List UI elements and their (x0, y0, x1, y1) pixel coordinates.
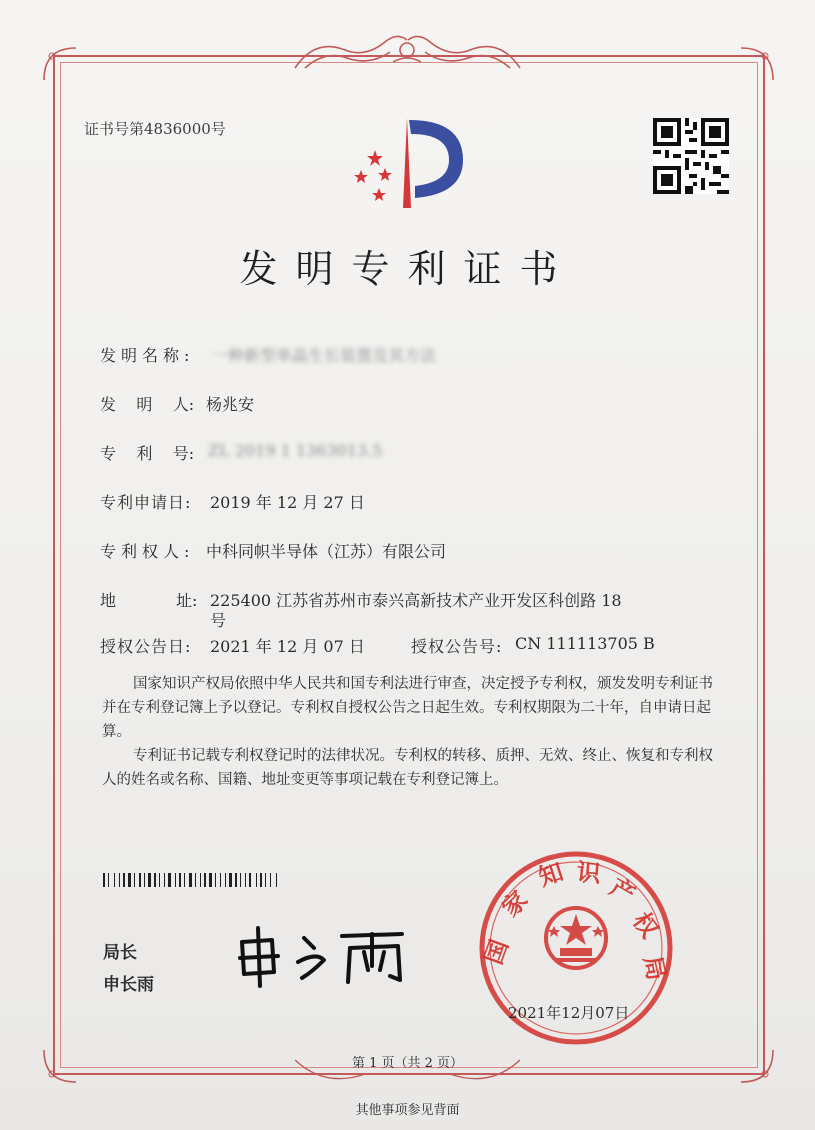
address-value-line2: 号 (210, 611, 227, 630)
top-ornament (285, 28, 530, 76)
barcode-bar (184, 873, 185, 887)
body-paragraph-2: 专利证书记载专利权登记时的法律状况。专利权的转移、质押、无效、终止、恢复和专利权人的姓名或名称、国籍、地址变更等事项记载在专利登记簿上。 (102, 748, 713, 788)
qr-code[interactable] (653, 118, 729, 194)
barcode-bar (245, 873, 246, 887)
barcode-bar (235, 873, 237, 887)
barcode-bar (179, 873, 181, 887)
barcode-bar (168, 873, 171, 887)
officer-name: 申长雨 (103, 975, 154, 995)
seal-char-1: 国 (479, 935, 514, 969)
barcode-bar (265, 873, 266, 887)
barcode-bar (159, 873, 160, 887)
barcode-bar (189, 873, 192, 887)
seal-char-2: 家 (496, 885, 534, 923)
barcode-bar (260, 873, 262, 887)
barcode-bar (276, 873, 277, 887)
barcode-bar (103, 873, 105, 887)
barcode-bar (114, 873, 115, 887)
barcode-bar (204, 873, 206, 887)
seal-char-3: 知 (535, 857, 567, 892)
inventor-label: 发 明 人: (100, 395, 195, 414)
body-paragraph-1: 国家知识产权局依照中华人民共和国专利法进行审查，决定授予专利权，颁发发明专利证书并在专利登记簿上予以登记。专利权自授权公告之日起生效。专利权期限为二十年，自申请日起算。 (102, 676, 713, 740)
barcode-bar (256, 873, 257, 887)
barcode-bar (154, 873, 156, 887)
seal-char-4: 识 (575, 858, 602, 889)
barcode-bar (119, 873, 120, 887)
grant-date-label: 授权公告日: (100, 637, 192, 656)
barcode-bar (215, 873, 216, 887)
grant-date-value: 2021 年 12 月 07 日 (210, 637, 365, 656)
barcode-bar (249, 873, 251, 887)
barcode-bar (128, 873, 131, 887)
barcode-bar (139, 873, 141, 887)
patent-number-value: ZL 2019 1 1363013.5 (208, 441, 383, 460)
grant-number-label: 授权公告号: (411, 637, 503, 656)
barcode-bar (148, 873, 151, 887)
inventor-value: 杨兆安 (206, 395, 255, 414)
barcode (103, 873, 371, 887)
barcode-bar (220, 873, 221, 887)
barcode-bar (240, 873, 241, 887)
barcode-bar (123, 873, 125, 887)
barcode-bar (225, 873, 226, 887)
certificate-number: 证书号第4836000号 (84, 120, 226, 138)
barcode-bar (200, 873, 201, 887)
seal-char-7: 局 (638, 953, 671, 983)
address-label: 地 (100, 591, 117, 610)
officer-title: 局长 (103, 943, 137, 963)
signature (232, 922, 422, 992)
barcode-bar (229, 873, 232, 887)
seal-date: 2021年12月07日 (508, 1004, 630, 1022)
invention-name-label: 发明名称: (100, 346, 195, 365)
seal-char-5: 产 (605, 872, 640, 910)
patentee-label: 专利权人: (100, 542, 195, 561)
certificate-title: 发明专利证书 (239, 247, 576, 291)
cnipa-logo-icon (345, 112, 470, 212)
barcode-bar (144, 873, 145, 887)
barcode-bar (175, 873, 176, 887)
grant-number-value: CN 111113705 B (515, 634, 655, 653)
barcode-bar (195, 873, 196, 887)
filing-date-label: 专利申请日: (100, 493, 192, 512)
barcode-bar (270, 873, 271, 887)
patent-number-label: 专 利 号: (100, 444, 195, 463)
invention-name-value: 一种新型单晶生长装置及其方法 (212, 346, 437, 365)
seal-char-6: 权 (627, 907, 664, 944)
page-indicator: 第 1 页（共 2 页） (351, 1056, 464, 1071)
barcode-bar (209, 873, 212, 887)
barcode-bar (108, 873, 109, 887)
footer-note: 其他事项参见背面 (355, 1103, 460, 1118)
corner-ornament-tr (737, 44, 777, 84)
patentee-value: 中科同帜半导体（江苏）有限公司 (206, 542, 447, 561)
corner-ornament-tl (40, 44, 80, 84)
address-value-line1: 225400 江苏省苏州市泰兴高新技术产业开发区科创路 18 (210, 591, 622, 610)
address-label-suffix: 址: (176, 591, 198, 610)
filing-date-value: 2019 年 12 月 27 日 (210, 493, 365, 512)
barcode-bar (164, 873, 165, 887)
barcode-bar (134, 873, 135, 887)
